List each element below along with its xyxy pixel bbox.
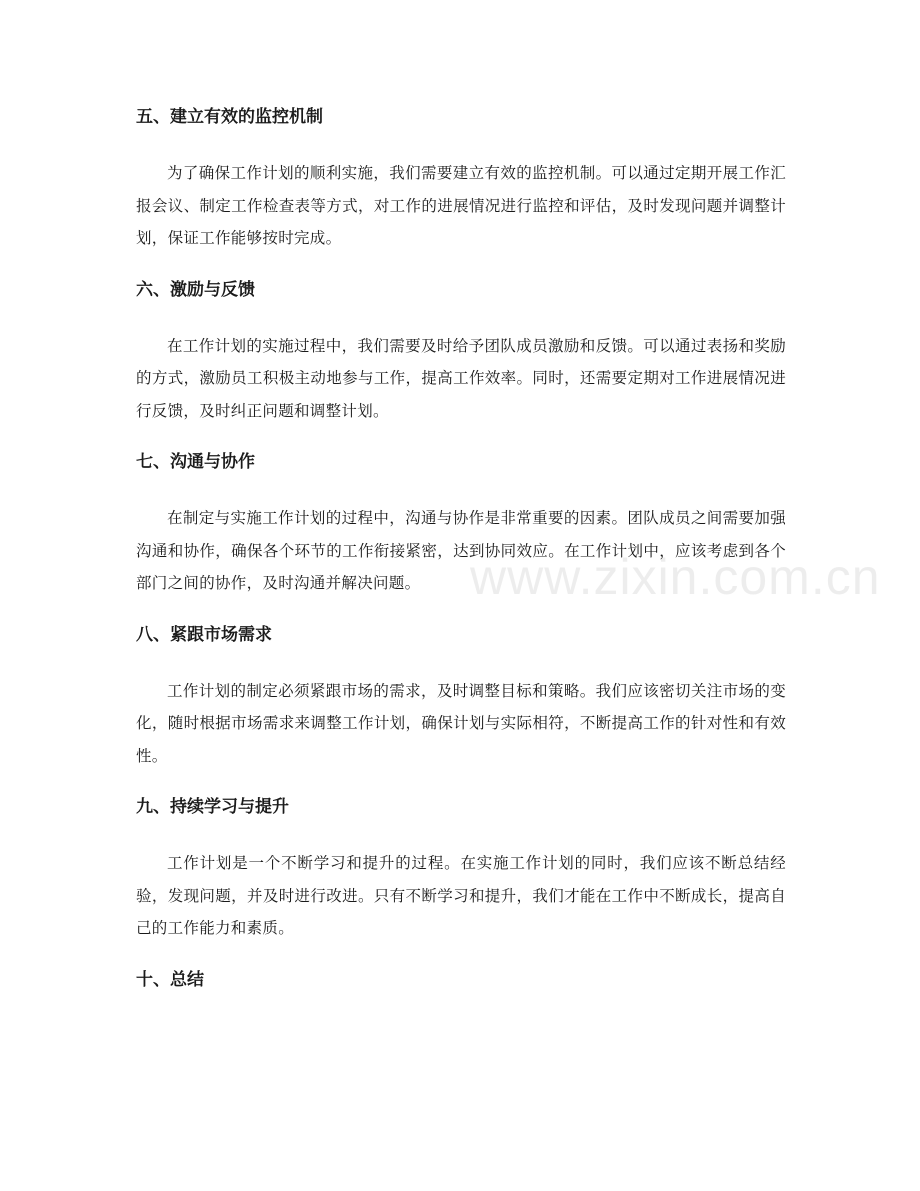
section-paragraph: 工作计划是一个不断学习和提升的过程。在实施工作计划的同时，我们应该不断总结经验，发现问题，并及时进行改进。只有不断学习和提升，我们才能在工作中不断成长，提高自己的工作能力和素质。 <box>136 854 786 937</box>
section-heading: 六、激励与反馈 <box>136 279 255 300</box>
section-communication <box>136 449 786 600</box>
section-summary <box>136 967 786 993</box>
section-heading: 七、沟通与协作 <box>136 452 255 472</box>
section-paragraph: 为了确保工作计划的顺利实施，我们需要建立有效的监控机制。可以通过定期开展工作汇报会议、制定工作检查表等方式，对工作的进展情况进行监控和评估，及时发现问题并调整计划，保证工作能够按时完成。 <box>136 164 786 247</box>
section-heading: 十、总结 <box>136 969 204 990</box>
section-incentive-feedback <box>136 277 786 428</box>
section-monitoring <box>136 104 786 255</box>
section-paragraph: 在工作计划的实施过程中，我们需要及时给予团队成员激励和反馈。可以通过表扬和奖励的方式，激励员工积极主动地参与工作，提高工作效率。同时，还需要定期对工作进展情况进行反馈，及时纠正问题和调整计划。 <box>136 336 786 420</box>
section-market-demand <box>136 622 786 773</box>
section-heading: 九、持续学习与提升 <box>136 797 289 817</box>
section-learning <box>136 794 786 945</box>
section-heading: 五、建立有效的监控机制 <box>136 107 323 127</box>
document-content <box>136 104 786 1020</box>
section-paragraph: 工作计划的制定必须紧跟市场的需求，及时调整目标和策略。我们应该密切关注市场的变化，随时根据市场需求来调整工作计划，确保计划与实际相符，不断提高工作的针对性和有效性。 <box>136 681 786 765</box>
section-paragraph: 在制定与实施工作计划的过程中，沟通与协作是非常重要的因素。团队成员之间需要加强沟通和协作，确保各个环节的工作衔接紧密，达到协同效应。在工作计划中，应该考虑到各个部门之间的协作，及时沟通并解决问题。 <box>136 509 786 592</box>
section-heading: 八、紧跟市场需求 <box>136 624 272 645</box>
watermark: www.zixin.com.cn <box>470 549 881 605</box>
